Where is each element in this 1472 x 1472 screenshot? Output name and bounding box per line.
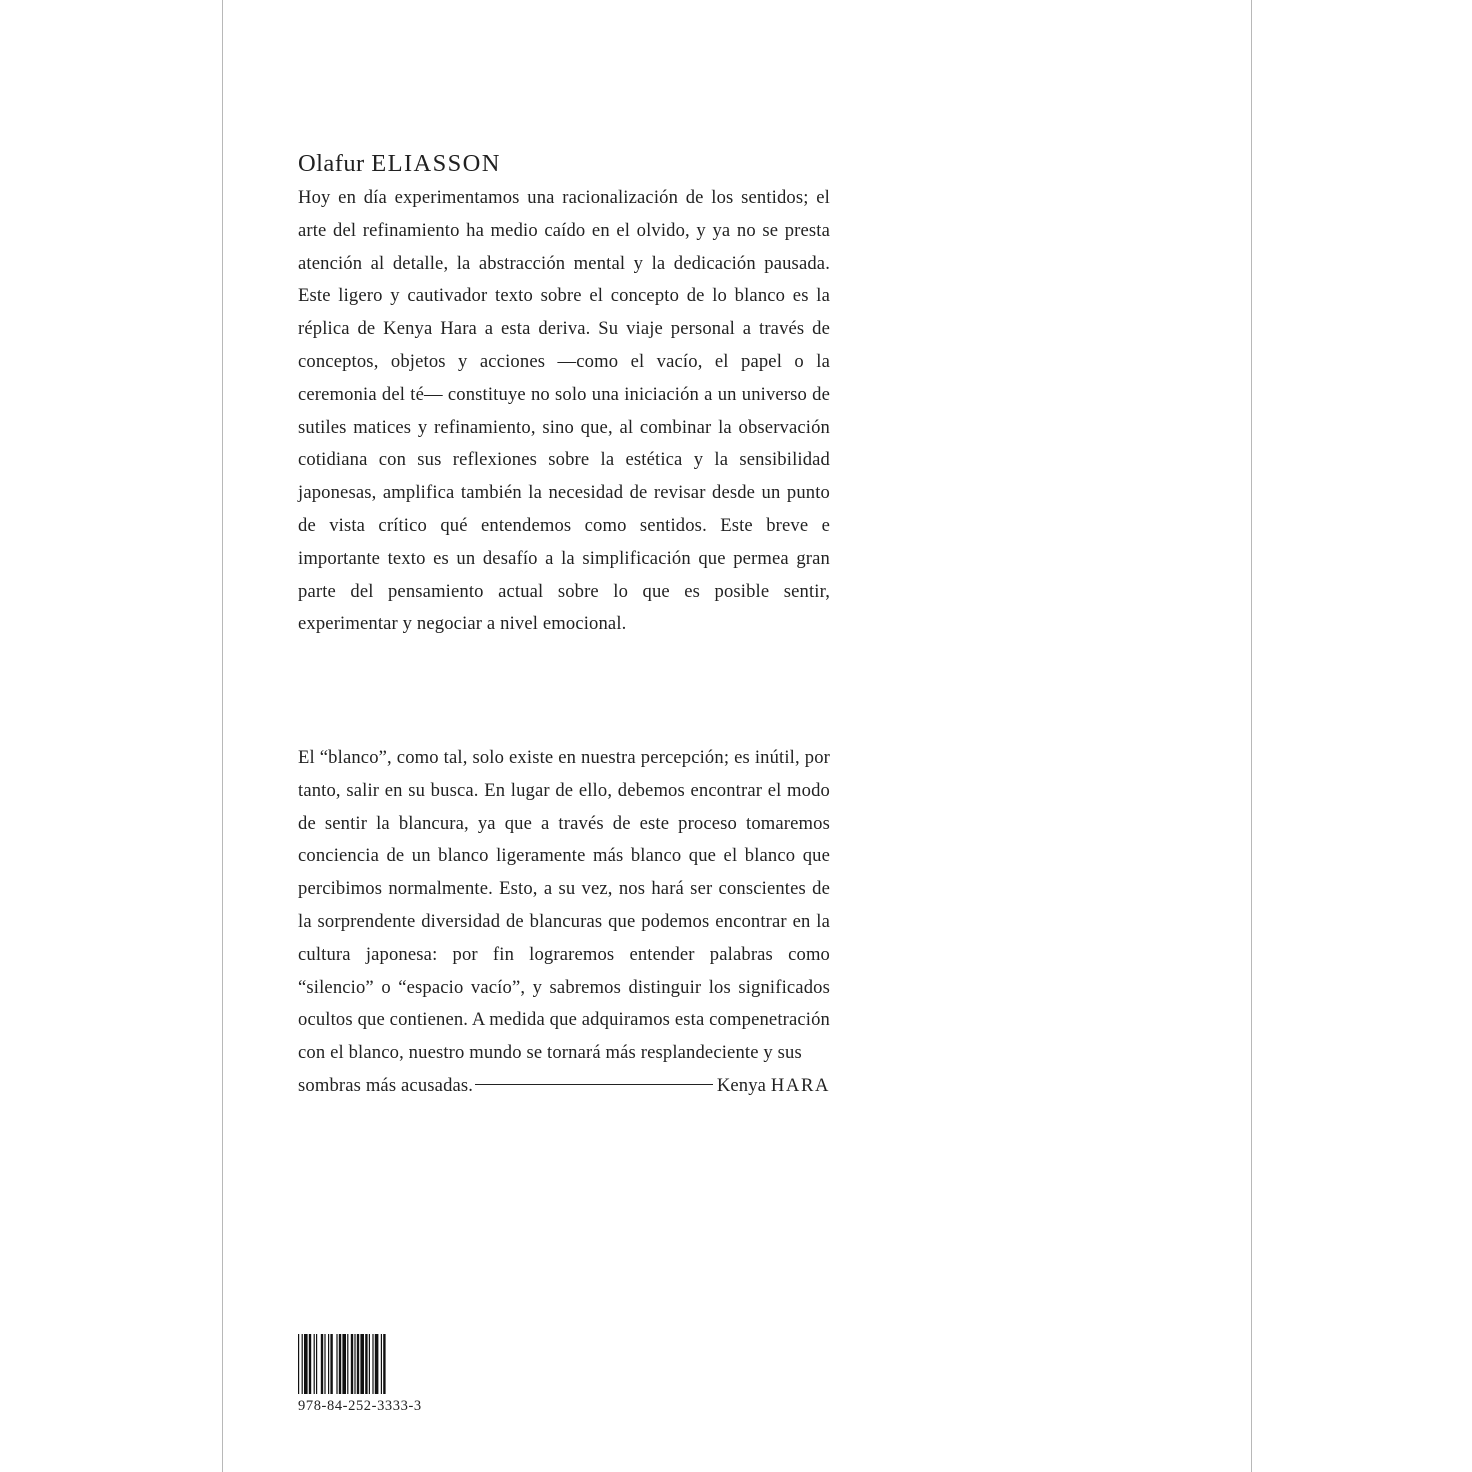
barcode-bar <box>309 1334 311 1394</box>
barcode-bar <box>339 1334 341 1394</box>
barcode-icon <box>298 1334 444 1394</box>
quote-last-line: sombras más acusadas. <box>298 1074 474 1096</box>
barcode-bar <box>354 1334 355 1394</box>
cover-text-column <box>298 147 830 1096</box>
barcode-bar <box>314 1334 315 1394</box>
quote-signature-line <box>298 1070 830 1103</box>
author-first-name: Olafur <box>298 150 365 177</box>
barcode-bar <box>304 1334 308 1394</box>
barcode-bar <box>372 1334 373 1394</box>
blurb-author <box>298 147 830 180</box>
barcode-bar <box>330 1334 332 1394</box>
barcode-bar <box>351 1334 353 1394</box>
barcode-bar <box>375 1334 379 1394</box>
barcode-bar <box>336 1334 337 1394</box>
barcode-bar <box>347 1334 348 1394</box>
quote-text: El “blanco”, como tal, solo existe en nuestra percepción; es inútil, por tanto, salir en su busca. En lugar de ello, debemos encontrar el modo de sentir la blancura, ya que a través de este proceso tomaremos conciencia de un blanco ligeramente más blanco que el blanco que percibimos normalmente. Esto, a su vez, nos hará ser conscientes de la sorprendente diversidad de blancuras que podemos encontrar en la cultura japonesa: por fin lograremos entender palabras como “silencio” o “espacio vacío”, y sabremos distinguir los significados ocultos que contienen. A medida que adquiramos esta compenetración con el blanco, nuestro mundo se tornará más resplandeciente y sus <box>298 747 830 1064</box>
barcode-bar <box>316 1334 317 1394</box>
barcode-bar <box>298 1334 299 1394</box>
signature-surname: HARA <box>770 1074 830 1096</box>
barcode-bar <box>324 1334 325 1394</box>
barcode-bar <box>342 1334 346 1394</box>
isbn-number: 978-84-252-3333-3 <box>298 1398 422 1414</box>
quote-signature <box>717 1070 830 1103</box>
barcode-bar <box>357 1334 359 1394</box>
barcode-bar <box>321 1334 323 1394</box>
barcode-bar <box>381 1334 382 1394</box>
back-cover <box>222 0 1252 1472</box>
blurb-text: Hoy en día experimentamos una racionalización de los sentidos; el arte del refinamiento ha medio caído en el olvido, y ya no se presta atención al detalle, la abstracción mental y la dedicación pausada. Este ligero y cautivador texto sobre el concepto de lo blanco es la réplica de Kenya Hara a esta deriva. Su viaje personal a través de conceptos, objetos y acciones —como el vacío, el papel o la ceremonia del té— constituye no solo una iniciación a un universo de sutiles matices y refinamiento, sino que, al combinar la observación cotidiana con sus reflexiones sobre la estética y la sensibilidad japonesas, amplifica también la necesidad de revisar desde un punto de vista crítico qué entendemos como sentidos. Este breve e importante texto es un desafío a la simplificación que permea gran parte del pensamiento actual sobre lo que es posible sentir, experimentar y negociar a nivel emocional. <box>298 187 830 635</box>
quote-block <box>298 742 830 1103</box>
barcode-bar <box>302 1334 303 1394</box>
barcode-bar <box>383 1334 385 1394</box>
barcode-bar <box>369 1334 370 1394</box>
barcode-bar <box>360 1334 364 1394</box>
barcode-bar <box>365 1334 367 1394</box>
barcode-bar <box>328 1334 329 1394</box>
signature-rule <box>475 1084 713 1085</box>
signature-first-name: Kenya <box>716 1074 767 1096</box>
author-surname: ELIASSON <box>371 150 501 177</box>
barcode-block <box>298 1334 444 1415</box>
